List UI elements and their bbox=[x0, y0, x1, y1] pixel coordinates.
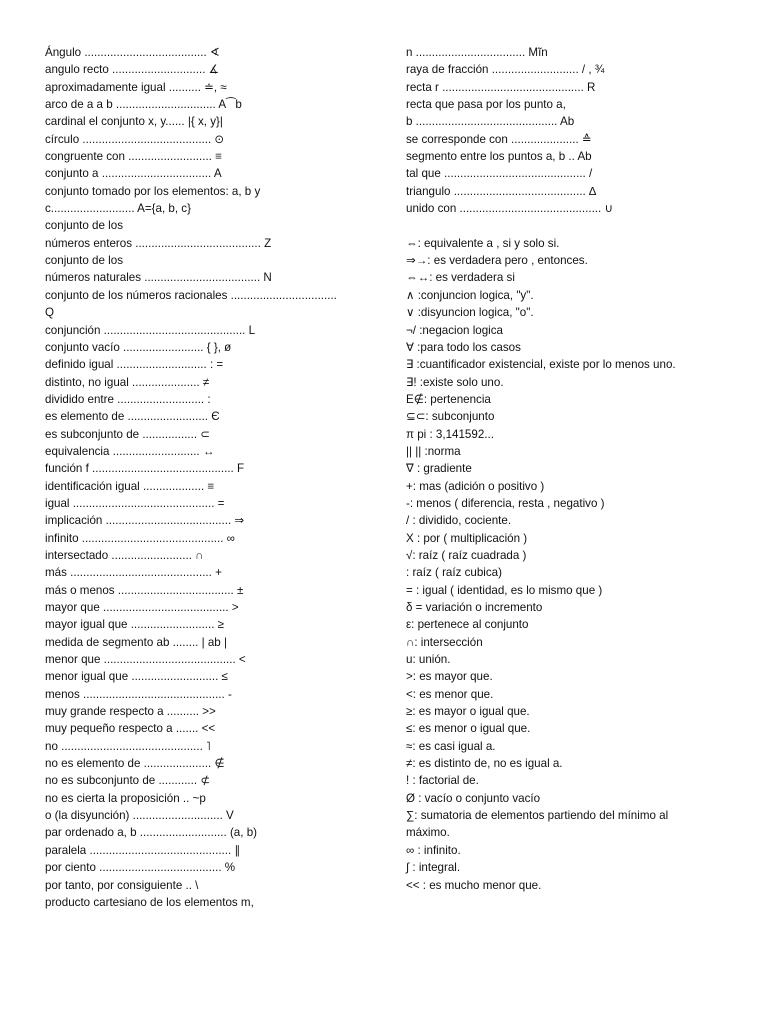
left-column bbox=[45, 44, 385, 911]
symbol-entry: conjunto de los bbox=[45, 219, 123, 233]
logic-symbol-entry: << : es mucho menor que. bbox=[406, 878, 542, 892]
logic-symbol-entry: ! : factorial de. bbox=[406, 774, 479, 788]
symbol-entry: equivalencia ........................... ↔ bbox=[45, 444, 215, 458]
symbol-entry: no es subconjunto de ............ ⊄ bbox=[45, 774, 211, 788]
symbol-entry: círculo ........................................ ⊙ bbox=[45, 132, 225, 146]
symbol-entry: raya de fracción ........................... / , ¾ bbox=[406, 63, 605, 77]
symbol-entry: par ordenado a, b ........................... (a, b) bbox=[45, 826, 258, 840]
logic-symbol-entry: +: mas (adición o positivo ) bbox=[406, 479, 545, 493]
logic-symbol-entry: Ø : vacío o conjunto vacío bbox=[406, 791, 541, 805]
logic-symbol-entry: -: menos ( diferencia, resta , negativo ) bbox=[406, 496, 605, 510]
symbol-entry: menor que ......................................... < bbox=[45, 653, 246, 667]
logic-symbol-entry: ∑: sumatoria de elementos partiendo del mínimo al bbox=[406, 809, 669, 823]
logic-symbol-entry: ∃ :cuantificador existencial, existe por lo menos uno. bbox=[406, 358, 676, 372]
symbol-entry: b ............................................ Ab bbox=[406, 115, 575, 129]
logic-symbol-entry: / : dividido, cociente. bbox=[406, 514, 512, 528]
logic-symbol-entry: ⇒→: es verdadera pero , entonces. bbox=[406, 254, 588, 268]
logic-symbol-entry: ε: pertenece al conjunto bbox=[406, 618, 529, 632]
symbol-entry: más o menos .................................... ± bbox=[45, 583, 244, 597]
symbol-entry: triangulo ......................................... ∆ bbox=[406, 184, 597, 198]
symbol-entry: distinto, no igual ..................... ≠ bbox=[45, 375, 210, 389]
symbol-entry: identificación igual ................... ≡ bbox=[45, 479, 215, 493]
logic-symbol-entry: ≈: es casi igual a. bbox=[406, 739, 496, 753]
logic-symbol-entry: π pi : 3,141592... bbox=[406, 427, 494, 441]
symbol-entry: implicación ....................................... ⇒ bbox=[45, 514, 245, 528]
right-column-logic-list bbox=[406, 235, 746, 894]
logic-symbol-entry: ∇ : gradiente bbox=[406, 462, 472, 476]
symbol-entry: números naturales .................................... N bbox=[45, 271, 272, 285]
logic-symbol-entry: ∞ : infinito. bbox=[406, 843, 461, 857]
symbol-entry: no es elemento de ..................... ∉ bbox=[45, 757, 225, 771]
symbol-entry: conjunto de los bbox=[45, 254, 123, 268]
logic-symbol-entry: ⊆⊂: subconjunto bbox=[406, 410, 495, 424]
symbol-entry: paralela ............................................ ∥ bbox=[45, 843, 241, 857]
symbol-entry: es subconjunto de ................. ⊂ bbox=[45, 427, 211, 441]
logic-symbol-entry: ∨ :disyuncion logica, "o". bbox=[406, 306, 534, 320]
symbol-entry: segmento entre los puntos a, b .. Ab bbox=[406, 150, 592, 164]
symbol-entry: mayor igual que .......................... ≥ bbox=[45, 618, 225, 632]
logic-symbol-entry: √: raíz ( raíz cuadrada ) bbox=[406, 548, 527, 562]
logic-symbol-entry: : raíz ( raíz cubica) bbox=[406, 566, 502, 580]
symbol-entry: producto cartesiano de los elementos m, bbox=[45, 895, 254, 909]
section-gap bbox=[406, 217, 746, 234]
logic-symbol-entry: || || :norma bbox=[406, 444, 461, 458]
symbol-entry: conjunto de los números racionales ................................. bbox=[45, 288, 337, 302]
logic-symbol-entry: <: es menor que. bbox=[406, 687, 494, 701]
symbol-entry: es elemento de ......................... Є bbox=[45, 410, 220, 424]
symbol-entry: intersectado ......................... ∩ bbox=[45, 548, 204, 562]
symbol-entry: conjunto tomado por los elementos: a, b y bbox=[45, 184, 261, 198]
symbol-entry: congruente con .......................... ≡ bbox=[45, 150, 222, 164]
symbol-entry: recta que pasa por los punto a, bbox=[406, 98, 566, 112]
logic-symbol-entry: ⇔: equivalente a , si y solo si. bbox=[406, 236, 560, 250]
symbol-entry: infinito ............................................ ∞ bbox=[45, 531, 235, 545]
symbol-entry: conjunto a .................................. A bbox=[45, 167, 222, 181]
logic-symbol-entry: ≥: es mayor o igual que. bbox=[406, 705, 530, 719]
symbol-entry: igual ............................................ = bbox=[45, 496, 225, 510]
right-column-symbol-list bbox=[406, 44, 746, 217]
symbol-entry: por ciento ...................................... % bbox=[45, 861, 236, 875]
logic-symbol-entry: ∩: intersección bbox=[406, 635, 483, 649]
symbol-entry: medida de segmento ab ........ | ab | bbox=[45, 635, 227, 649]
symbol-entry: Ángulo ...................................... ∢ bbox=[45, 46, 220, 59]
symbol-entry: arco de a a b ............................... A⁀b bbox=[45, 98, 242, 112]
logic-symbol-entry: ∃! :existe solo uno. bbox=[406, 375, 504, 389]
symbol-entry: muy grande respecto a .......... >> bbox=[45, 705, 216, 719]
symbol-entry: no es cierta la proposición .. ~p bbox=[45, 791, 206, 805]
symbol-entry: aproximadamente igual .......... ≐, ≈ bbox=[45, 80, 227, 94]
symbol-entry: Q bbox=[45, 306, 55, 320]
logic-symbol-entry: E∉: pertenencia bbox=[406, 392, 491, 406]
symbol-entry: conjunto vacío ......................... { }, ø bbox=[45, 340, 232, 354]
logic-symbol-entry: ≠: es distinto de, no es igual a. bbox=[406, 757, 563, 771]
symbol-entry: angulo recto ............................. ∡ bbox=[45, 63, 220, 77]
symbol-entry: se corresponde con ..................... ≙ bbox=[406, 132, 592, 146]
logic-symbol-entry: ∫ : integral. bbox=[406, 861, 461, 875]
symbol-entry: cardinal el conjunto x, y...... |{ x, y}| bbox=[45, 115, 223, 129]
symbol-entry: muy pequeño respecto a ....... << bbox=[45, 722, 216, 736]
logic-symbol-entry: ¬/ :negacion logica bbox=[406, 323, 504, 337]
symbol-entry: menor igual que ........................... ≤ bbox=[45, 670, 228, 684]
symbol-entry: recta r ............................................ R bbox=[406, 80, 596, 94]
symbol-entry: más ............................................ + bbox=[45, 566, 222, 580]
logic-symbol-entry: ≤: es menor o igual que. bbox=[406, 722, 531, 736]
symbol-entry: o (la disyunción) ............................ V bbox=[45, 809, 234, 823]
logic-symbol-entry: = : igual ( identidad, es lo mismo que ) bbox=[406, 583, 603, 597]
logic-symbol-entry: ⇔↔: es verdadera si bbox=[406, 271, 515, 285]
symbol-entry: función f ............................................ F bbox=[45, 462, 245, 476]
logic-symbol-entry: máximo. bbox=[406, 826, 450, 840]
symbol-entry: dividido entre ........................... : bbox=[45, 392, 211, 406]
symbol-entry: conjunción ............................................ L bbox=[45, 323, 256, 337]
symbol-entry: por tanto, por consiguiente .. \ bbox=[45, 878, 199, 892]
symbol-entry: c.......................... A={a, b, c} bbox=[45, 202, 191, 216]
symbol-entry: unido con ............................................ ∪ bbox=[406, 202, 613, 216]
symbol-entry: mayor que ....................................... > bbox=[45, 601, 239, 614]
logic-symbol-entry: ∧ :conjuncion logica, "y". bbox=[406, 288, 534, 302]
logic-symbol-entry: δ = variación o incremento bbox=[406, 601, 543, 614]
logic-symbol-entry: >: es mayor que. bbox=[406, 670, 493, 684]
symbol-entry: menos ............................................ - bbox=[45, 687, 232, 701]
symbol-entry: números enteros ....................................... Z bbox=[45, 236, 272, 250]
symbol-entry: tal que ............................................ / bbox=[406, 167, 593, 181]
logic-symbol-entry: X : por ( multiplicación ) bbox=[406, 531, 528, 545]
right-column bbox=[406, 44, 746, 894]
symbol-entry: definido igual ............................ : = bbox=[45, 358, 224, 372]
logic-symbol-entry: u: unión. bbox=[406, 653, 451, 667]
logic-symbol-entry: ∀ :para todo los casos bbox=[406, 340, 521, 354]
symbol-entry: no ............................................ ˥ bbox=[45, 739, 211, 753]
symbol-entry: n .................................. Mĩn bbox=[406, 46, 548, 59]
